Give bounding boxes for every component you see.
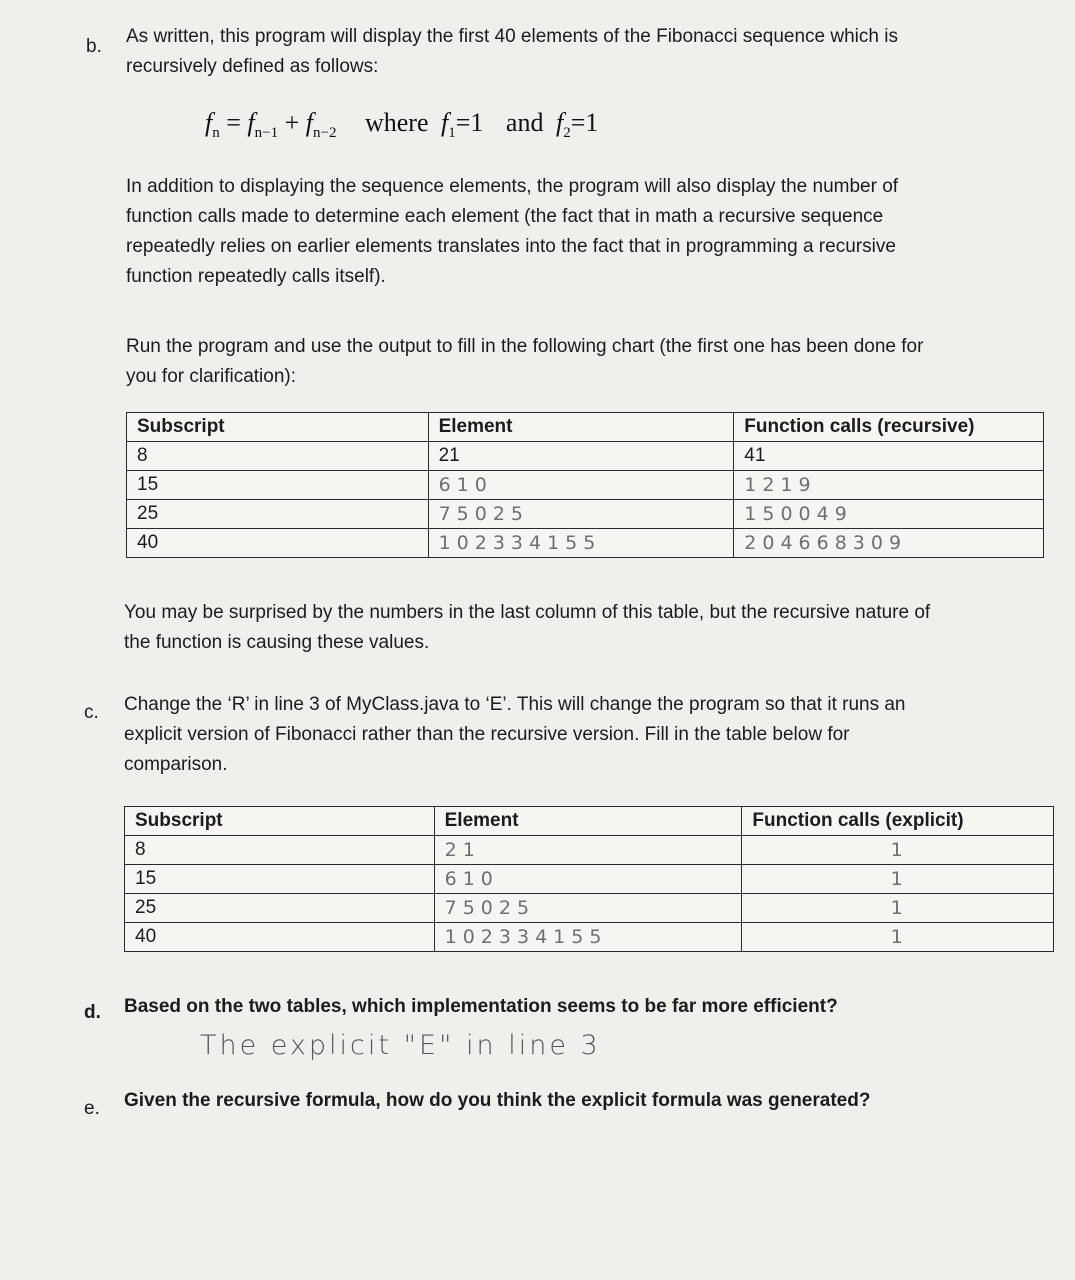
element-cell[interactable]: 21 bbox=[434, 836, 742, 865]
subscript-cell: 25 bbox=[125, 894, 435, 923]
section-d-handwritten-answer[interactable]: The explicit "E" in line 3 bbox=[200, 1030, 601, 1061]
formula-subscript: 2 bbox=[563, 125, 571, 142]
section-e-question: Given the recursive formula, how do you think the explicit formula was generated? bbox=[124, 1090, 871, 1111]
formula-subscript: n−2 bbox=[313, 125, 337, 142]
header-function-calls: Function calls (recursive) bbox=[734, 413, 1044, 442]
table-row bbox=[125, 923, 1054, 952]
subscript-cell: 25 bbox=[127, 500, 429, 529]
section-c-label: c. bbox=[84, 702, 99, 723]
element-cell[interactable]: 75025 bbox=[434, 894, 742, 923]
header-element: Element bbox=[428, 413, 734, 442]
section-c-text bbox=[124, 690, 906, 780]
formula-term: f bbox=[247, 108, 255, 137]
function-calls-cell[interactable]: 204668309 bbox=[734, 529, 1044, 558]
header-subscript: Subscript bbox=[127, 413, 429, 442]
section-d-label: d. bbox=[84, 1002, 101, 1023]
formula-subscript: n−1 bbox=[254, 125, 279, 142]
formula-term: f bbox=[441, 108, 449, 137]
table-row bbox=[125, 836, 1054, 865]
table-header-row bbox=[127, 413, 1044, 442]
element-cell[interactable]: 75025 bbox=[428, 500, 734, 529]
formula-value: =1 bbox=[455, 108, 484, 137]
formula-subscript: n bbox=[212, 125, 220, 142]
function-calls-cell: 41 bbox=[734, 442, 1044, 471]
function-calls-cell[interactable]: 1219 bbox=[734, 471, 1044, 500]
table-row bbox=[127, 471, 1044, 500]
fibonacci-formula bbox=[205, 108, 598, 142]
subscript-cell: 8 bbox=[125, 836, 435, 865]
function-calls-cell[interactable]: 1 bbox=[742, 923, 1054, 952]
formula-subscript: 1 bbox=[448, 125, 456, 142]
table-row bbox=[127, 529, 1044, 558]
paragraph-line: the function is causing these values. bbox=[124, 632, 430, 653]
section-b-intro-line: recursively defined as follows: bbox=[126, 56, 379, 77]
table-row bbox=[127, 500, 1044, 529]
paragraph-line: you for clarification): bbox=[126, 366, 297, 387]
formula-value: =1 bbox=[570, 108, 599, 137]
subscript-cell: 40 bbox=[127, 529, 429, 558]
subscript-cell: 8 bbox=[127, 442, 429, 471]
element-cell[interactable]: 610 bbox=[434, 865, 742, 894]
paragraph-line: You may be surprised by the numbers in the last column of this table, but the recursive nature of bbox=[124, 602, 931, 623]
element-cell[interactable]: 610 bbox=[428, 471, 734, 500]
formula-word: and bbox=[505, 108, 544, 137]
section-b-note bbox=[124, 598, 930, 658]
section-d-question: Based on the two tables, which implementation seems to be far more efficient? bbox=[124, 996, 838, 1017]
formula-operator: = bbox=[226, 108, 241, 137]
table-row bbox=[125, 865, 1054, 894]
section-b-instructions bbox=[126, 332, 923, 392]
table-row bbox=[127, 442, 1044, 471]
formula-term: f bbox=[205, 108, 213, 137]
formula-term: f bbox=[555, 108, 564, 137]
subscript-cell: 15 bbox=[127, 471, 429, 500]
recursive-table bbox=[126, 412, 1044, 558]
header-function-calls: Function calls (explicit) bbox=[742, 807, 1054, 836]
section-b-label: b. bbox=[86, 36, 102, 57]
paragraph-line: function calls made to determine each element (the fact that in math a recursive sequence bbox=[126, 206, 884, 227]
element-cell[interactable]: 102334155 bbox=[434, 923, 742, 952]
element-cell: 21 bbox=[428, 442, 734, 471]
table-row bbox=[125, 894, 1054, 923]
header-subscript: Subscript bbox=[125, 807, 435, 836]
paragraph-line: explicit version of Fibonacci rather than the recursive version. Fill in the table below for bbox=[124, 724, 850, 745]
function-calls-cell[interactable]: 1 bbox=[742, 836, 1054, 865]
section-b-intro bbox=[126, 22, 898, 82]
function-calls-cell[interactable]: 150049 bbox=[734, 500, 1044, 529]
paragraph-line: Change the ‘R’ in line 3 of MyClass.java to ‘E’. This will change the program so that it runs an bbox=[124, 694, 906, 715]
header-element: Element bbox=[434, 807, 742, 836]
function-calls-cell[interactable]: 1 bbox=[742, 894, 1054, 923]
section-b-intro-line: As written, this program will display the first 40 elements of the Fibonacci sequence which is bbox=[126, 26, 898, 47]
paragraph-line: In addition to displaying the sequence elements, the program will also display the number of bbox=[126, 176, 899, 197]
function-calls-cell[interactable]: 1 bbox=[742, 865, 1054, 894]
table-header-row bbox=[125, 807, 1054, 836]
subscript-cell: 40 bbox=[125, 923, 435, 952]
paragraph-line: function repeatedly calls itself). bbox=[126, 266, 386, 287]
formula-term: f bbox=[305, 108, 314, 137]
subscript-cell: 15 bbox=[125, 865, 435, 894]
section-b-paragraph bbox=[126, 172, 898, 292]
paragraph-line: Run the program and use the output to fill in the following chart (the first one has been done for bbox=[126, 336, 924, 357]
paragraph-line: comparison. bbox=[124, 754, 228, 775]
section-e-label: e. bbox=[84, 1098, 100, 1119]
formula-word: where bbox=[364, 108, 429, 137]
paragraph-line: repeatedly relies on earlier elements translates into the fact that in programming a recursive bbox=[126, 236, 896, 257]
formula-operator: + bbox=[284, 108, 300, 137]
explicit-table bbox=[124, 806, 1054, 952]
element-cell[interactable]: 102334155 bbox=[428, 529, 734, 558]
